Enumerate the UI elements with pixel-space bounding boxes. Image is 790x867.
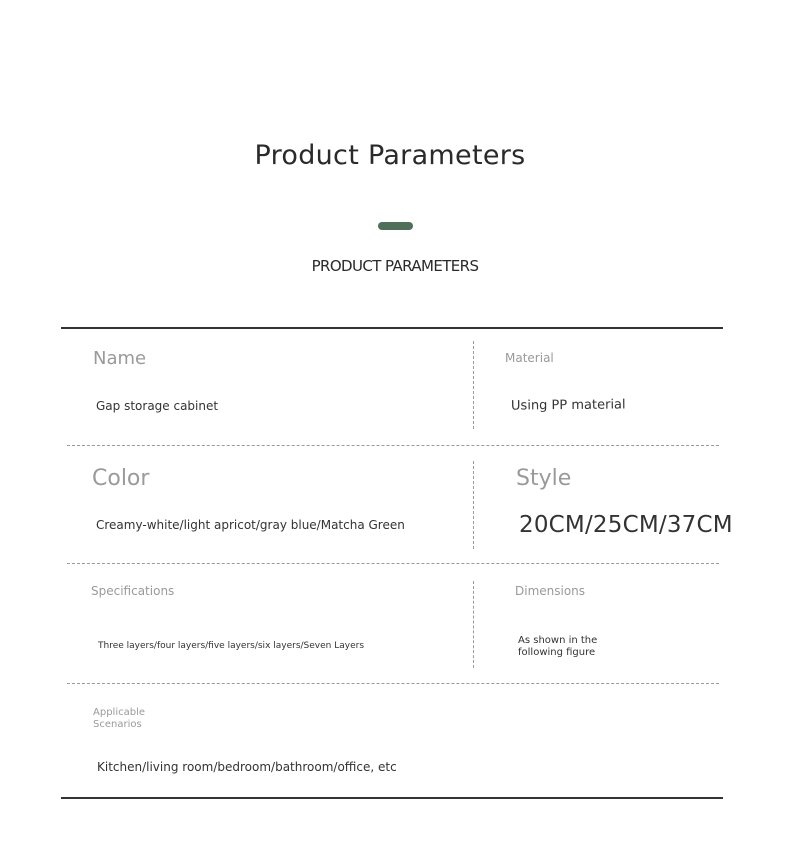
specifications-label: Specifications xyxy=(91,584,175,598)
column-divider xyxy=(473,581,474,668)
column-divider xyxy=(473,341,474,429)
dimensions-value: As shown in the following figure xyxy=(518,635,598,658)
scenarios-label: Applicable Scenarios xyxy=(93,707,145,730)
style-value: 20CM/25CM/37CM xyxy=(519,512,733,538)
page-subtitle: PRODUCT PARAMETERS xyxy=(311,257,479,275)
title-accent-bar xyxy=(378,222,413,230)
row-divider xyxy=(67,563,719,564)
color-label: Color xyxy=(92,466,150,491)
material-label: Material xyxy=(505,351,554,365)
table-bottom-border xyxy=(61,797,723,799)
scenarios-value: Kitchen/living room/bedroom/bathroom/office, etc xyxy=(97,760,397,774)
specifications-value: Three layers/four layers/five layers/six layers/Seven Layers xyxy=(98,641,365,651)
column-divider xyxy=(473,461,474,549)
style-label: Style xyxy=(516,466,572,491)
row-divider xyxy=(67,445,719,446)
material-value: Using PP material xyxy=(510,397,626,414)
row-divider xyxy=(67,683,719,684)
color-value: Creamy-white/light apricot/gray blue/Matcha Green xyxy=(96,518,405,532)
page-title: Product Parameters xyxy=(254,140,526,171)
name-label: Name xyxy=(93,348,147,369)
table-top-border xyxy=(61,327,723,329)
name-value: Gap storage cabinet xyxy=(96,399,219,413)
dimensions-label: Dimensions xyxy=(515,584,586,598)
